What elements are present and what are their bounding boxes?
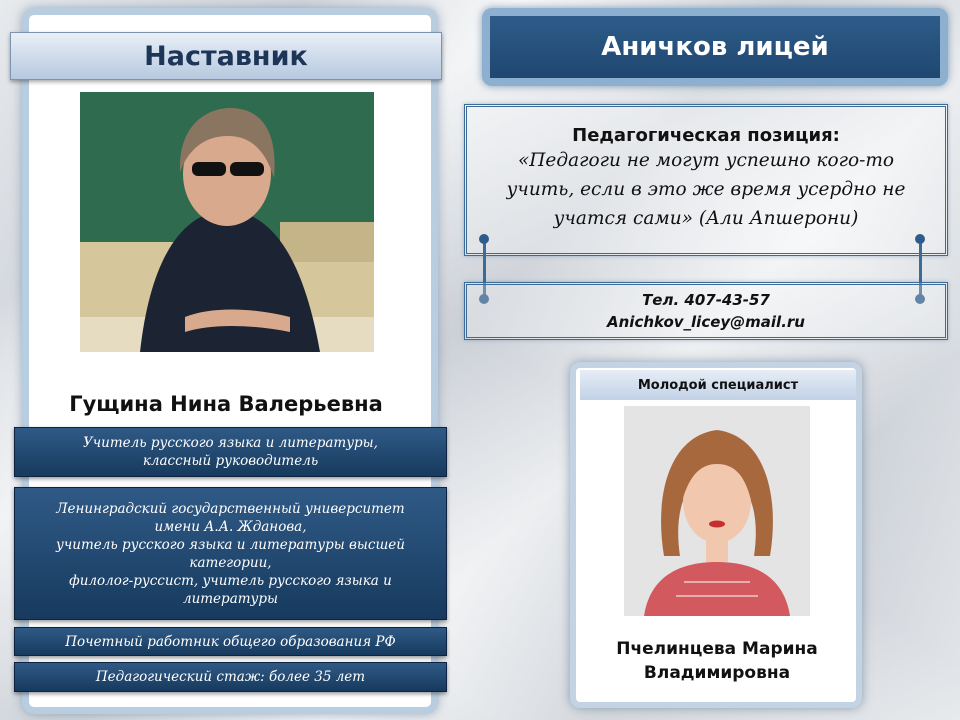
young-specialist-name (578, 637, 856, 685)
mentor-education-line: литературы (182, 590, 279, 607)
mentor-position-box (14, 427, 447, 477)
mentor-education-line: имени А.А. Жданова, (154, 518, 307, 535)
mentor-experience: Педагогический стаж: более 35 лет (95, 669, 366, 685)
contact-box (464, 282, 948, 340)
mentor-education-box (14, 487, 447, 620)
young-specialist-name-line: Владимировна (643, 663, 791, 683)
contact-email[interactable]: Anichkov_licey@mail.ru (607, 313, 805, 331)
mentor-portrait-icon (80, 92, 374, 352)
mentor-education-line: категории, (189, 554, 272, 571)
mentor-education-line: Ленинградский государственный университет (56, 500, 405, 517)
mentor-name: Гущина Нина Валерьевна (69, 392, 383, 416)
mentor-award: Почетный работник общего образования РФ (65, 633, 396, 650)
mentor-education-line: филолог-руссист, учитель русского языка и (69, 572, 392, 589)
quote-line: «Педагоги не могут успешно кого-то (517, 150, 895, 171)
young-specialist-photo (624, 406, 810, 616)
quote-heading: Педагогическая позиция: (572, 125, 840, 146)
quote-line: учатся сами» (Али Апшерони) (553, 208, 859, 229)
mentor-experience-box (14, 662, 447, 692)
school-title: Аничков лицей (490, 16, 940, 78)
mentor-photo (80, 92, 374, 352)
connector-dot (479, 234, 489, 244)
school-title-box (482, 8, 948, 86)
young-specialist-header: Молодой специалист (580, 370, 856, 400)
young-specialist-name-line: Пчелинцева Марина (616, 639, 818, 659)
quote-line: учить, если в это же время усердно не (506, 179, 906, 200)
contact-phone: Тел. 407-43-57 (642, 291, 770, 309)
mentor-education-line: учитель русского языка и литературы высшей (56, 536, 405, 553)
connector-dot (915, 234, 925, 244)
mentor-award-box (14, 627, 447, 656)
pedagogical-position-box (464, 104, 948, 256)
mentor-position-line: Учитель русского языка и литературы, (83, 435, 378, 451)
mentor-header: Наставник (10, 32, 442, 80)
mentor-position-line: классный руководитель (142, 453, 319, 469)
young-specialist-portrait-icon (624, 406, 810, 616)
